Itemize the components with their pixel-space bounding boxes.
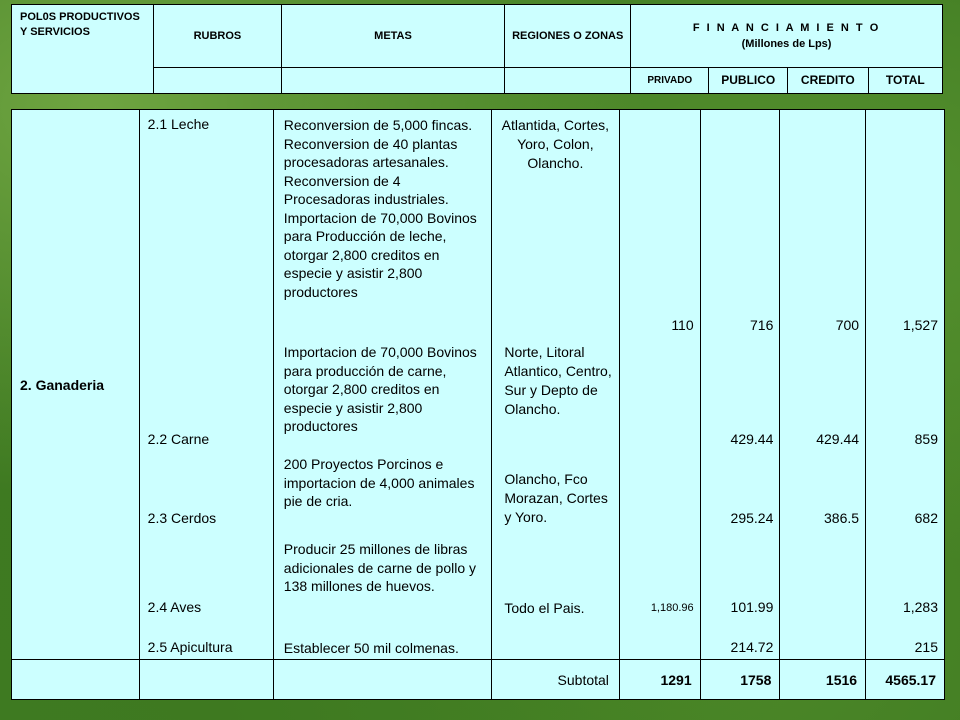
rubro-cerdos: 2.3 Cerdos (147, 510, 217, 526)
header-financiamiento (631, 5, 943, 68)
publico-leche: 716 (750, 317, 774, 333)
header-table (11, 4, 943, 94)
subtotal-total: 4565.17 (866, 660, 945, 700)
region-carne: Norte, Litoral Atlantico, Centro, Sur y Depto de Olancho. (504, 344, 612, 417)
total-aves: 1,283 (902, 599, 938, 615)
privado-aves: 1,180.96 (650, 602, 694, 614)
rubro-leche: 2.1 Leche (147, 116, 210, 132)
privado-cell (619, 110, 700, 660)
rubros-cell (139, 110, 273, 660)
subtotal-privado: 1291 (619, 660, 700, 700)
section-title: 2. Ganaderia (20, 376, 105, 393)
credito-leche: 700 (835, 317, 860, 333)
header-rubros-empty (154, 67, 282, 93)
meta-cerdos: 200 Proyectos Porcinos e importacion de 4,000 animales pie de cria. (283, 456, 475, 509)
meta-leche: Reconversion de 5,000 fincas. Reconversion de 40 plantas procesadoras artesanales. Reconversion de 4 Procesadoras industriales. Importacion de 70,000 Bovinos para Producción de leche, otorgar 2,800 creditos en especie y asistir 2,800 productores (283, 117, 477, 300)
regiones-cell (492, 110, 620, 660)
header-credito: CREDITO (788, 67, 869, 93)
header-publico: PUBLICO (709, 67, 788, 93)
subtotal-label: Subtotal (492, 660, 620, 700)
metas-cell (273, 110, 492, 660)
credito-cell (780, 110, 866, 660)
header-polos-label: POL0S PRODUCTIVOS Y SERVICIOS (20, 11, 140, 38)
meta-apicultura: Establecer 50 mil colmenas. (283, 640, 459, 656)
header-polos (12, 5, 154, 94)
subtotal-row (12, 660, 945, 700)
publico-carne: 429.44 (730, 431, 774, 447)
total-cerdos: 682 (914, 510, 938, 526)
subtotal-credito: 1516 (780, 660, 866, 700)
rubro-apicultura: 2.5 Apicultura (147, 639, 233, 655)
region-cerdos: Olancho, Fco Morazan, Cortes y Yoro. (504, 471, 608, 525)
subtotal-empty-1 (12, 660, 140, 700)
meta-aves: Producir 25 millones de libras adicionales de carne de pollo y 138 millones de huevos. (283, 541, 477, 594)
total-leche: 1,527 (902, 317, 938, 333)
header-regiones-empty (505, 67, 631, 93)
region-leche: Atlantida, Cortes, Yoro, Colon, Olancho. (501, 117, 610, 171)
header-regiones: REGIONES O ZONAS (505, 5, 631, 68)
meta-carne: Importacion de 70,000 Bovinos para producción de carne, otorgar 2,800 creditos en especie y asistir 2,800 productores (283, 344, 477, 434)
header-rubros: RUBROS (154, 5, 282, 68)
header-privado: PRIVADO (631, 67, 709, 93)
header-metas-empty (281, 67, 505, 93)
subtotal-publico: 1758 (700, 660, 780, 700)
publico-cerdos: 295.24 (730, 510, 774, 526)
publico-cell (700, 110, 780, 660)
section-label (12, 110, 140, 660)
subtotal-empty-3 (273, 660, 492, 700)
publico-aves: 101.99 (730, 599, 774, 615)
region-aves: Todo el Pais. (504, 600, 585, 616)
header-total: TOTAL (868, 67, 942, 93)
publico-apicultura: 214.72 (730, 639, 774, 655)
credito-cerdos: 386.5 (824, 510, 860, 526)
total-cell (866, 110, 945, 660)
financiamiento-title: F I N A N C I A M I E N T O (692, 21, 881, 34)
main-table (11, 109, 945, 700)
privado-leche: 110 (671, 317, 694, 333)
rubro-aves: 2.4 Aves (147, 599, 202, 615)
subtotal-empty-2 (139, 660, 273, 700)
total-apicultura: 215 (914, 639, 938, 655)
total-carne: 859 (914, 431, 938, 447)
credito-carne: 429.44 (816, 431, 860, 447)
header-metas: METAS (281, 5, 505, 68)
financiamiento-subtitle: (Millones de Lps) (741, 37, 832, 50)
rubro-carne: 2.2 Carne (147, 431, 210, 447)
